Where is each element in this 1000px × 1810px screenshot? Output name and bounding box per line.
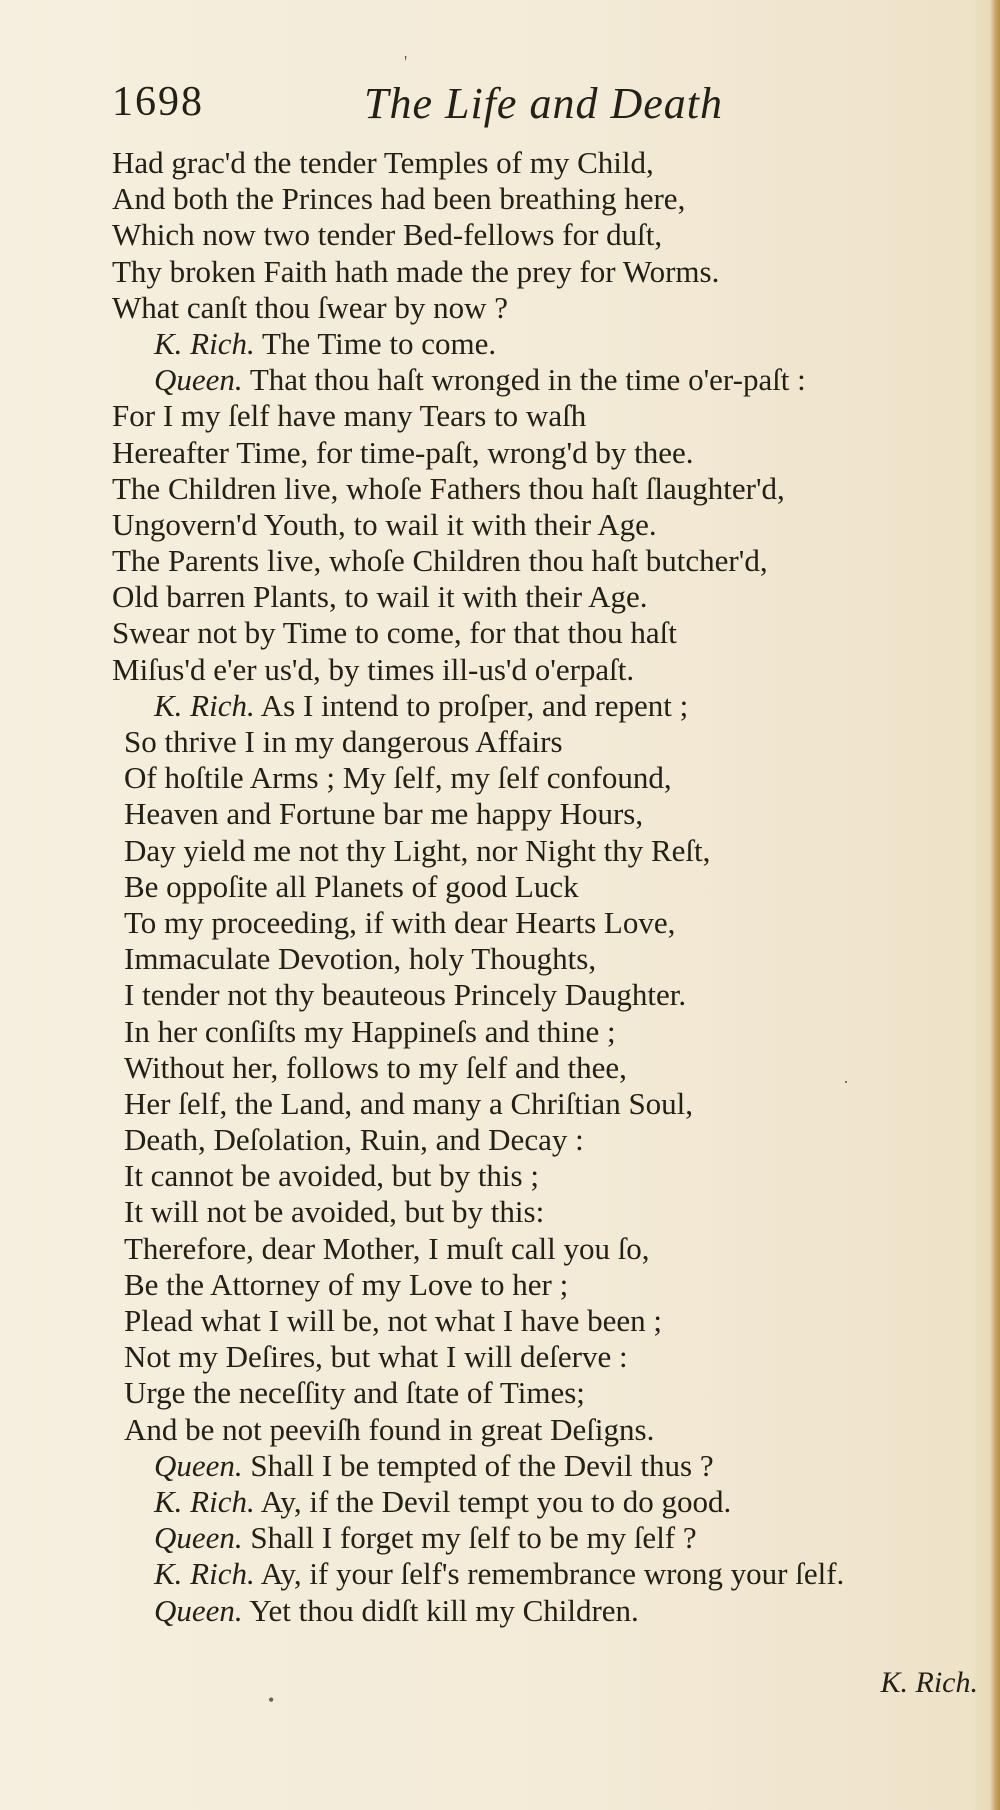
verse-line <box>112 796 982 832</box>
line-text: Immaculate Devotion, holy Thoughts, <box>124 941 597 977</box>
verse-line <box>112 1158 982 1194</box>
verse-line <box>112 507 982 543</box>
verse-line <box>112 181 982 217</box>
verse-line <box>112 1303 982 1339</box>
line-text: Of hoſtile Arms ; My ſelf, my ſelf confound, <box>124 760 672 796</box>
verse-line <box>112 1122 982 1158</box>
line-text: Day yield me not thy Light, nor Night thy Reſt, <box>124 832 711 868</box>
page-header <box>112 78 942 138</box>
line-text: The Children live, whoſe Fathers thou haſt ſlaughter'd, <box>112 470 785 506</box>
ink-speck: ' <box>404 52 408 72</box>
verse-line <box>112 1375 982 1411</box>
line-text: So thrive I in my dangerous Affairs <box>124 724 563 759</box>
line-text: Hereafter Time, for time-paſt, wrong'd by thee. <box>112 434 694 470</box>
line-text: Ungovern'd Youth, to wail it with their Age. <box>112 506 657 542</box>
verse-line <box>112 1231 982 1267</box>
speech-line <box>112 362 982 398</box>
ink-speck: • <box>268 1690 275 1710</box>
running-title: The Life and Death <box>364 79 723 128</box>
verse-line <box>112 435 982 471</box>
line-text: It will not be avoided, but by this: <box>124 1194 545 1230</box>
speech-line <box>112 688 982 724</box>
speaker-name: Queen. <box>154 1447 243 1483</box>
line-text: The Parents live, whoſe Children thou haſt butcher'd, <box>112 543 768 579</box>
line-text: Old barren Plants, to wail it with their Age. <box>112 579 648 615</box>
speech-line <box>112 1448 982 1484</box>
speaker-name: K. Rich. <box>154 325 255 361</box>
line-text: Not my Deſires, but what I will deſerve : <box>124 1339 628 1375</box>
line-text: Had grac'd the tender Temples of my Child, <box>112 145 654 180</box>
verse-line <box>112 1050 982 1086</box>
verse-line <box>112 1014 982 1050</box>
line-text: As I intend to proſper, and repent ; <box>260 687 689 723</box>
line-text: Urge the neceſſity and ſtate of Times; <box>124 1375 585 1411</box>
verse-line <box>112 145 982 181</box>
speaker-name: Queen. <box>154 1520 243 1556</box>
verse-line <box>112 977 982 1013</box>
line-text: And be not peeviſh found in great Deſigns. <box>124 1411 655 1447</box>
speech-line <box>112 326 982 362</box>
line-text: Be the Attorney of my Love to her ; <box>124 1266 569 1302</box>
line-text: What canſt thou ſwear by now ? <box>112 289 508 325</box>
verse-line <box>112 941 982 977</box>
line-text: Therefore, dear Mother, I muſt call you ſo, <box>124 1230 650 1266</box>
verse-line <box>112 724 982 760</box>
page-number: 1698 <box>112 79 204 125</box>
verse-line <box>112 615 982 651</box>
verse-line <box>112 543 982 579</box>
ink-speck: · <box>843 1072 849 1092</box>
line-text: To my proceeding, if with dear Hearts Love, <box>124 904 676 940</box>
verse-line <box>112 579 982 615</box>
speaker-name: K. Rich. <box>154 687 255 723</box>
line-text: Shall I forget my ſelf to be my ſelf ? <box>250 1520 697 1556</box>
line-text: Ay, if your ſelf's remembrance wrong your ſelf. <box>260 1556 845 1592</box>
line-text: Ay, if the Devil tempt you to do good. <box>260 1483 732 1519</box>
line-text: Swear not by Time to come, for that thou haſt <box>112 615 677 651</box>
speech-line <box>112 1593 982 1629</box>
verse-line <box>112 905 982 941</box>
line-text: Death, Deſolation, Ruin, and Decay : <box>124 1122 584 1158</box>
verse-line <box>112 217 982 253</box>
verse-line <box>112 760 982 796</box>
speaker-name: K. Rich. <box>154 1483 255 1519</box>
verse-line <box>112 1412 982 1448</box>
speaker-name: Queen. <box>154 1592 243 1628</box>
line-text: Shall I be tempted of the Devil thus ? <box>250 1447 714 1483</box>
line-text: Her ſelf, the Land, and many a Chriſtian Soul, <box>124 1085 694 1121</box>
line-text: Yet thou didſt kill my Children. <box>249 1592 639 1628</box>
line-text: The Time to come. <box>261 325 497 361</box>
verse-line <box>112 869 982 905</box>
verse-line <box>112 398 982 434</box>
speech-line <box>112 1520 982 1556</box>
verse-line <box>112 290 982 326</box>
verse-line <box>112 1267 982 1303</box>
line-text: It cannot be avoided, but by this ; <box>124 1158 539 1194</box>
page-edge-shadow <box>990 0 1000 1810</box>
line-text: That thou haſt wronged in the time o'er-paſt : <box>249 362 806 398</box>
line-text: Without her, follows to my ſelf and thee, <box>124 1049 627 1085</box>
verse-line <box>112 833 982 869</box>
line-text: And both the Princes had been breathing here, <box>112 181 686 217</box>
verse-line <box>112 1086 982 1122</box>
verse-line <box>112 471 982 507</box>
line-text: Thy broken Faith hath made the prey for Worms. <box>112 253 720 289</box>
line-text: Be oppoſite all Planets of good Luck <box>124 868 579 904</box>
line-text: I tender not thy beauteous Princely Daughter. <box>124 977 687 1013</box>
verse-line <box>112 1339 982 1375</box>
catchword: K. Rich. <box>880 1666 978 1699</box>
line-text: In her conſiſts my Happineſs and thine ; <box>124 1013 616 1049</box>
line-text: Heaven and Fortune bar me happy Hours, <box>124 796 644 832</box>
line-text: For I my ſelf have many Tears to waſh <box>112 398 587 434</box>
line-text: Miſus'd e'er us'd, by times ill-us'd o'erpaſt. <box>112 651 635 687</box>
line-text: Which now two tender Bed-fellows for duſt, <box>112 217 663 253</box>
speech-line <box>112 1484 982 1520</box>
verse-text <box>112 145 982 1629</box>
verse-line <box>112 652 982 688</box>
verse-line <box>112 1194 982 1230</box>
speaker-name: Queen. <box>154 362 243 398</box>
speech-line <box>112 1556 982 1592</box>
speaker-name: K. Rich. <box>154 1556 255 1592</box>
line-text: Plead what I will be, not what I have been ; <box>124 1303 663 1338</box>
verse-line <box>112 254 982 290</box>
